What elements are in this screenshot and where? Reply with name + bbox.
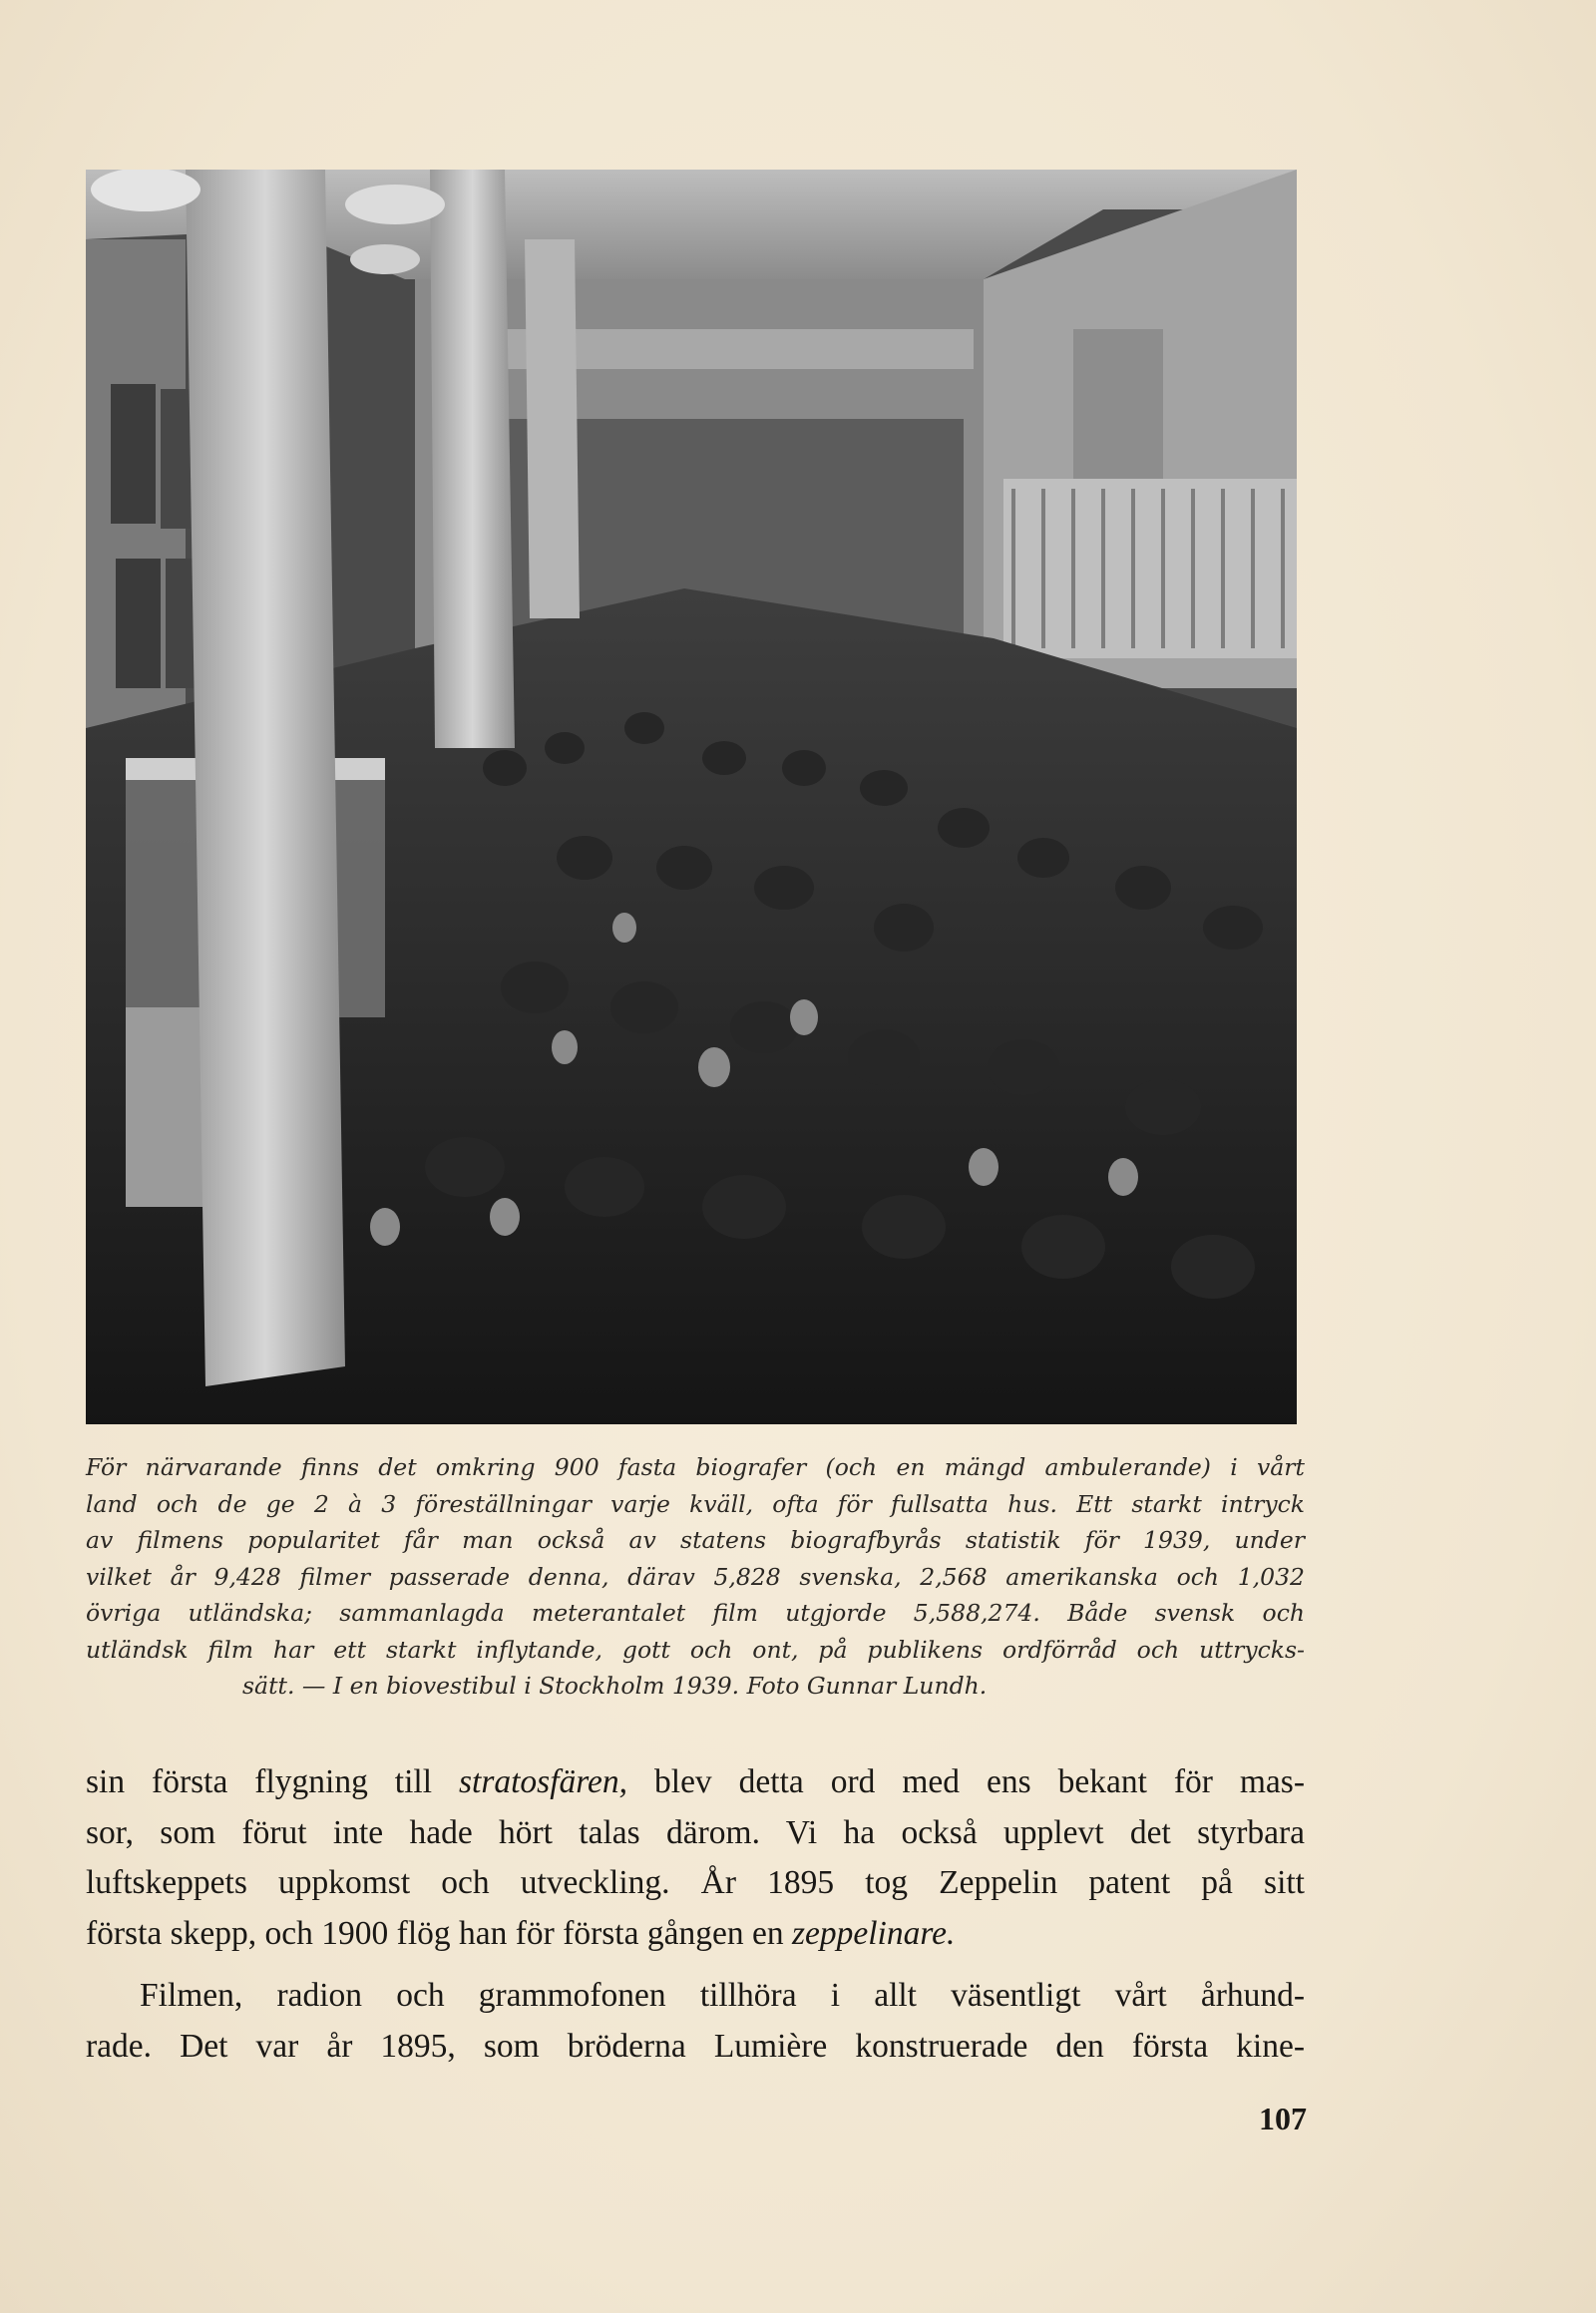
body-line	[86, 1909, 1305, 1960]
body-line: sor, som förut inte hade hört talas därom. Vi ha också upplevt det styrbara	[86, 1813, 1305, 1851]
body-line: Filmen, radion och grammofonen tillhöra i allt väsentligt vårt århund-	[140, 1977, 1305, 2014]
caption-line: av filmens popularitet får man också av statens biografbyrås statistik för 1939, under	[86, 1526, 1305, 1554]
body-text-run: sin första flygning till	[86, 1763, 459, 1800]
body-text	[86, 1757, 1305, 2072]
cinema-lobby-photo	[86, 170, 1297, 1424]
body-text-run: blev detta ord med ens bekant för mas-	[627, 1763, 1305, 1800]
body-line: luftskeppets uppkomst och utveckling. År 1895 tog Zeppelin patent på sitt	[86, 1864, 1305, 1901]
caption-line: land och de ge 2 à 3 föreställningar varje kväll, ofta för fullsatta hus. Ett starkt intryck	[86, 1489, 1305, 1518]
paragraph-gap	[86, 1959, 1305, 1971]
body-line: rade. Det var år 1895, som bröderna Lumière konstruerade den första kine-	[86, 2027, 1305, 2065]
photo-image	[86, 170, 1297, 1424]
body-line	[86, 1757, 1305, 1808]
caption-line: vilket år 9,428 filmer passerade denna, därav 5,828 svenska, 2,568 amerikanska och 1,032	[86, 1562, 1305, 1591]
italic-term: stratosfären,	[458, 1763, 628, 1800]
caption-line: utländsk film har ett starkt inflytande, gott och ont, på publikens ordförråd och uttrycks-	[86, 1635, 1305, 1664]
page-number: 107	[1259, 2101, 1307, 2136]
caption-line: sätt. — I en biovestibul i Stockholm 1939. Foto Gunnar Lundh.	[242, 1672, 988, 1700]
italic-term: zeppelinare.	[791, 1914, 956, 1952]
body-text-run: första skepp, och 1900 flög han för första gången en	[86, 1914, 792, 1952]
photo-caption	[86, 1449, 1305, 1705]
caption-line: övriga utländska; sammanlagda meterantalet film utgjorde 5,588,274. Både svensk och	[86, 1599, 1305, 1627]
caption-line: För närvarande finns det omkring 900 fasta biografer (och en mängd ambulerande) i vårt	[86, 1453, 1305, 1481]
